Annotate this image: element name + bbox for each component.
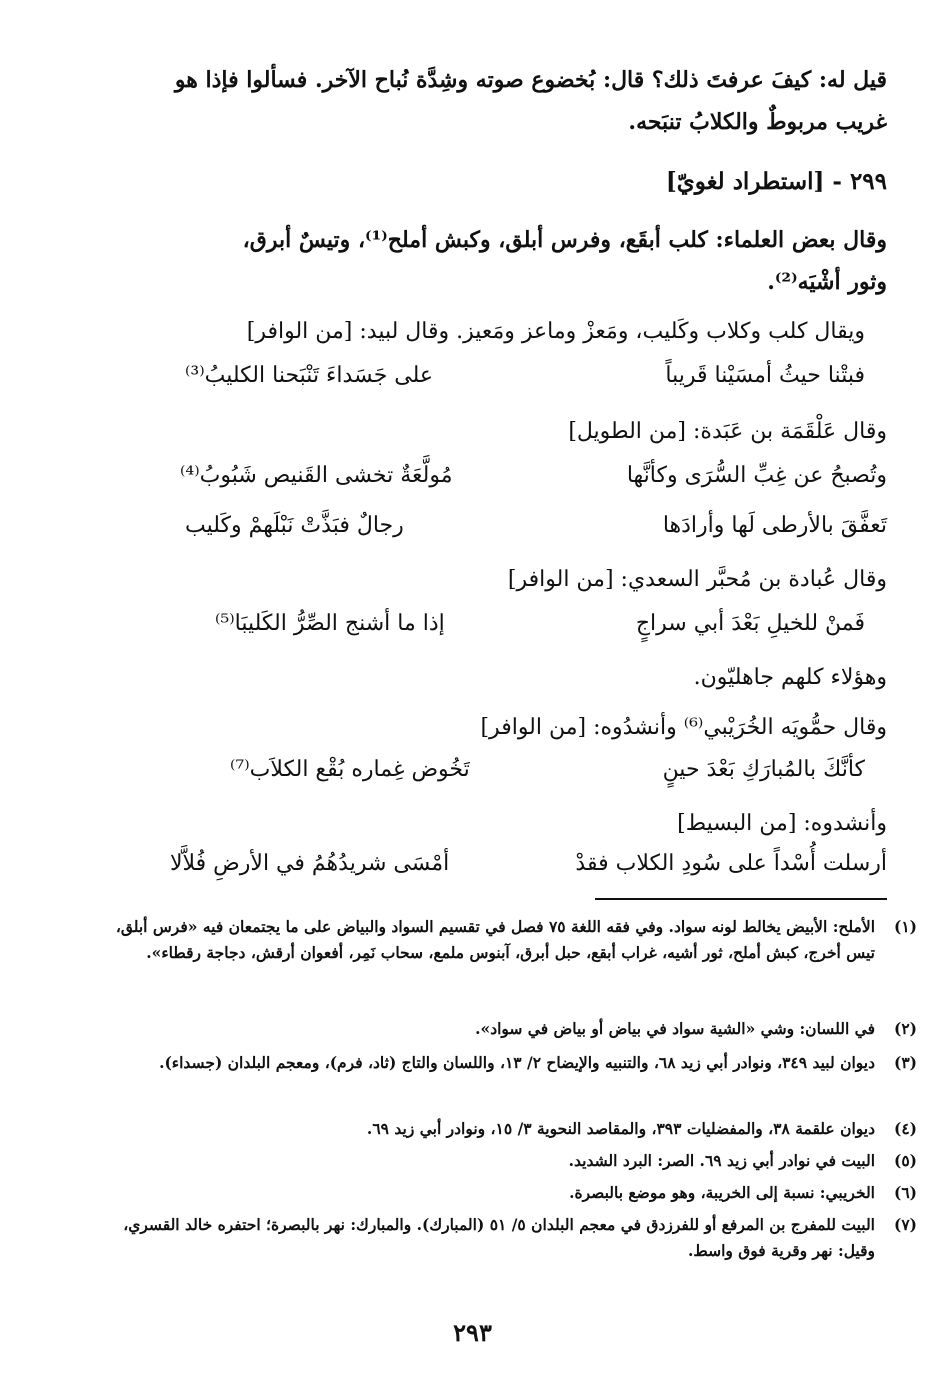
footnote-number: (٣) bbox=[893, 1053, 917, 1072]
footnote-1 bbox=[110, 914, 917, 966]
verse-3-second-hemistich: رجالٌ فبَذَّتْ نَبْلَهمْ وكَليب bbox=[185, 513, 404, 538]
footnote-text: الأملح: الأبيض يخالط لونه سواد. وفي فقه اللغة ٧٥ فصل في تقسيم السواد والبياض على ما يجتمعان فيه «فرس أبلق، تيس أخرج، كبش أملح، ثور أشيه، غراب أبقع، حبل أبرق، آبنوس ملمع، سحاب نَمِر، أفعوان أرقش، دجاجة رقطاء». bbox=[115, 917, 875, 962]
paragraph-1-line-1: وقال بعض العلماء: كلب أبقَع، وفرس أبلق، وكبش أملح⁽¹⁾، وتيسٌ أبرق، bbox=[242, 227, 887, 253]
verse-4-first-hemistich: فَمنْ للخيلِ بَعْدَ أبي سراجٍ bbox=[635, 611, 865, 636]
verse-6-first-hemistich: أرسلت أُسْداً على سُودِ الكلاب فقدْ bbox=[575, 851, 887, 876]
verse-6 bbox=[170, 846, 887, 882]
section-heading: ٢٩٩ - [استطراد لغويّ] bbox=[665, 168, 887, 195]
verse-5-second-hemistich: تَخُوض غِماره بُقْع الكلاَب⁽⁷⁾ bbox=[230, 757, 470, 782]
verse-1-first-hemistich: فبتْنا حيثُ أمسَيْنا قَريباً bbox=[665, 363, 865, 388]
verse-3 bbox=[185, 508, 887, 544]
paragraph-7: وأنشدوه: [من البسيط] bbox=[677, 811, 887, 836]
footnote-number: (٦) bbox=[893, 1183, 917, 1202]
intro-line-2: غريب مربوطٌ والكلابُ تنبَحه. bbox=[628, 109, 887, 135]
footnote-text: البيت للمفرج بن المرفع أو للفرزدق في معجم البلدان ٥/ ٥١ (المبارك). والمبارك: نهر بالبصرة؛ احتفره خالد القسري، وقيل: نهر وقرية فوق واسط. bbox=[123, 1215, 875, 1260]
paragraph-4: وقال عُبادة بن مُحبَّر السعدي: [من الوافر] bbox=[507, 567, 887, 592]
verse-3-first-hemistich: تَعفَّقَ بالأرطى لَها وأرادَها bbox=[662, 513, 887, 538]
intro-line-1: قيل له: كيفَ عرفتَ ذلك؟ قال: بُخضوع صوته وشِدَّة نُباح الآخر. فسألوا فإذا هو bbox=[174, 67, 887, 93]
footnote-number: (٧) bbox=[893, 1215, 917, 1234]
verse-4-second-hemistich: إذا ما أشنج الصِّرُّ الكَليبَا⁽⁵⁾ bbox=[215, 611, 445, 636]
verse-5 bbox=[230, 752, 865, 788]
footnote-separator bbox=[595, 898, 887, 900]
footnote-text: في اللسان: وشي «الشية سواد في بياض أو بياض في سواد». bbox=[475, 1019, 875, 1038]
footnote-6 bbox=[110, 1180, 917, 1206]
footnote-number: (١) bbox=[893, 917, 917, 936]
paragraph-3: وقال عَلْقَمَة بن عَبَدة: [من الطويل] bbox=[568, 419, 887, 444]
verse-2 bbox=[180, 458, 887, 494]
verse-6-second-hemistich: أمْسَى شريدُهُمُ في الأرضِ فُلاَّلا bbox=[170, 851, 450, 876]
verse-1-second-hemistich: على جَسَداءَ تَنْبَحنا الكليبُ⁽³⁾ bbox=[185, 363, 434, 388]
verse-2-first-hemistich: وتُصبحُ عن غِبِّ السُّرَى وكأنَّها bbox=[626, 463, 887, 488]
footnote-text: البيت في نوادر أبي زيد ٦٩. الصر: البرد الشديد. bbox=[568, 1151, 875, 1170]
verse-2-second-hemistich: مُولَّعَةٌ تخشى القَنيص شَبُوبُ⁽⁴⁾ bbox=[180, 463, 453, 488]
footnote-text: ديوان لبيد ٣٤٩، ونوادر أبي زيد ٦٨، والتنبيه والإيضاح ٢/ ١٣، واللسان والتاج (ثاد، فرم)، ومعجم البلدان (جسداء). bbox=[159, 1053, 875, 1072]
footnote-4 bbox=[110, 1116, 917, 1142]
footnote-7 bbox=[110, 1212, 917, 1264]
paragraph-5: وهؤلاء كلهم جاهليّون. bbox=[693, 665, 887, 690]
footnote-5 bbox=[110, 1148, 917, 1174]
verse-5-first-hemistich: كأنَّكَ بالمُبارَكِ بَعْدَ حينٍ bbox=[662, 757, 865, 782]
paragraph-1-line-2: وثور أشْيَه⁽²⁾. bbox=[767, 269, 887, 295]
footnote-number: (٢) bbox=[893, 1019, 917, 1038]
footnote-text: الخريبي: نسبة إلى الخريبة، وهو موضع بالبصرة. bbox=[569, 1183, 875, 1202]
footnote-number: (٥) bbox=[893, 1151, 917, 1170]
paragraph-2: ويقال كلب وكلاب وكَليب، ومَعزْ وماعز ومَعيز. وقال لبيد: [من الوافر] bbox=[246, 319, 865, 344]
paragraph-6: وقال حمُّويَه الخُرَيْبي⁽⁶⁾ وأنشدُوه: [من الوافر] bbox=[480, 715, 887, 740]
footnote-text: ديوان علقمة ٣٨، والمفضليات ٣٩٣، والمقاصد النحوية ٣/ ١٥، ونوادر أبي زيد ٦٩. bbox=[366, 1119, 875, 1138]
page-number: ٢٩٣ bbox=[453, 1318, 492, 1347]
footnote-2 bbox=[110, 1016, 917, 1042]
verse-4 bbox=[215, 606, 865, 642]
verse-1 bbox=[185, 358, 865, 394]
footnote-3 bbox=[110, 1050, 917, 1076]
footnote-number: (٤) bbox=[893, 1119, 917, 1138]
